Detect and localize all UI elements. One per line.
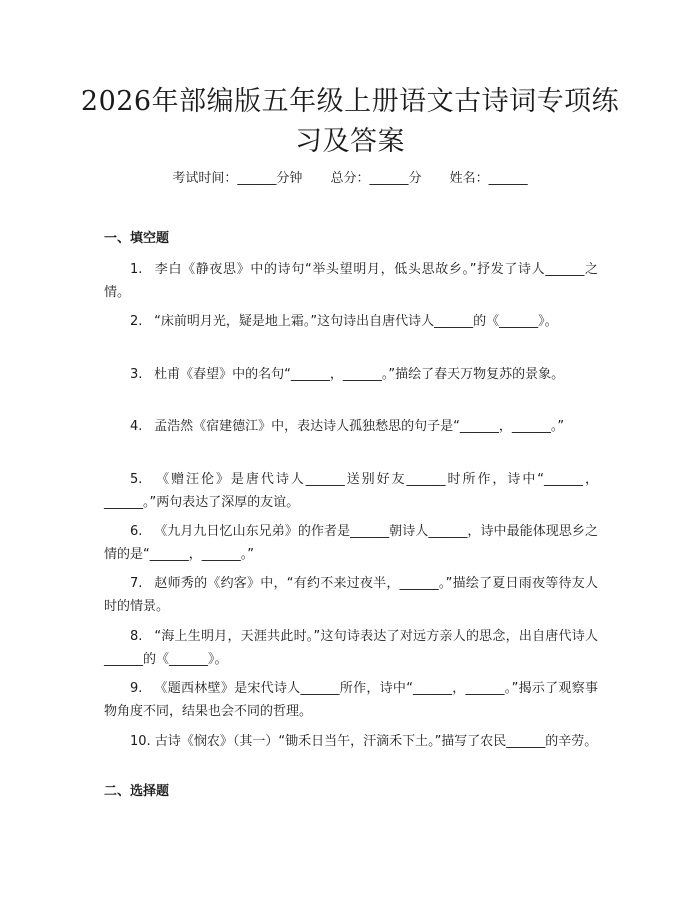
question-text: 孟浩然《宿建德江》中，表达诗人孤独愁思的句子是“______，______。” (154, 419, 565, 435)
question-text: “床前明月光，疑是地上霜。”这句诗出自唐代诗人______的《______》。 (154, 314, 558, 330)
exam-time-field: 考试时间：______分钟 (172, 171, 303, 186)
question-item (104, 363, 598, 409)
question-number: 1. (130, 262, 143, 277)
question-item (104, 258, 598, 304)
question-number: 7. (130, 576, 143, 592)
question-text: 古诗《悯农》（其一）“锄禾日当午，汗滴禾下土。”描写了农民______的辛劳。 (154, 733, 598, 749)
question-text: 赵师秀的《约客》中，“有约不来过夜半，______。”描绘了夏日雨夜等待友人时的情景。 (104, 576, 598, 615)
question-item (104, 520, 598, 566)
question-item (104, 468, 598, 514)
question-number: 9. (130, 681, 143, 697)
question-number: 10. (130, 733, 151, 749)
question-item (104, 310, 598, 356)
question-item (104, 730, 598, 776)
question-text: 《题西林壁》是宋代诗人______所作，诗中“______，______。”揭示了观察事物角度不同，结果也会不同的哲理。 (104, 681, 598, 720)
question-text: 《九月九日忆山东兄弟》的作者是______朝诗人______，诗中最能体现思乡之情的是“______，______。” (104, 523, 598, 562)
exam-info-line (0, 169, 700, 189)
question-number: 6. (130, 523, 143, 539)
document-title: 2026年部编版五年级上册语文古诗词专项练习及答案 (80, 86, 620, 157)
question-text: 杜甫《春望》中的名句“______，______。”描绘了春天万物复苏的景象。 (154, 366, 565, 382)
section-heading-multiple-choice: 二、选择题 (104, 784, 170, 799)
question-number: 2. (130, 314, 143, 330)
fill-blank-question-list (104, 258, 598, 782)
question-text: “海上生明月，天涯共此时。”这句诗表达了对远方亲人的思念，出自唐代诗人______的《______》。 (104, 628, 598, 667)
question-number: 3. (130, 366, 143, 382)
question-number: 8. (130, 628, 143, 644)
question-item (104, 677, 598, 723)
question-text: 《赠汪伦》是唐代诗人______送别好友______时所作，诗中“______，______。”两句表达了深厚的友谊。 (104, 471, 598, 510)
question-item (104, 415, 598, 461)
total-score-field: 总分：______分 (330, 171, 422, 186)
question-number: 5. (130, 471, 143, 487)
section-heading-fill-blank: 一、填空题 (104, 231, 170, 246)
question-number: 4. (130, 419, 143, 435)
question-text: 李白《静夜思》中的诗句“举头望明月，低头思故乡。”抒发了诗人______之情。 (104, 262, 598, 300)
name-field: 姓名：______ (449, 171, 528, 186)
question-item (104, 572, 598, 618)
question-item (104, 625, 598, 671)
